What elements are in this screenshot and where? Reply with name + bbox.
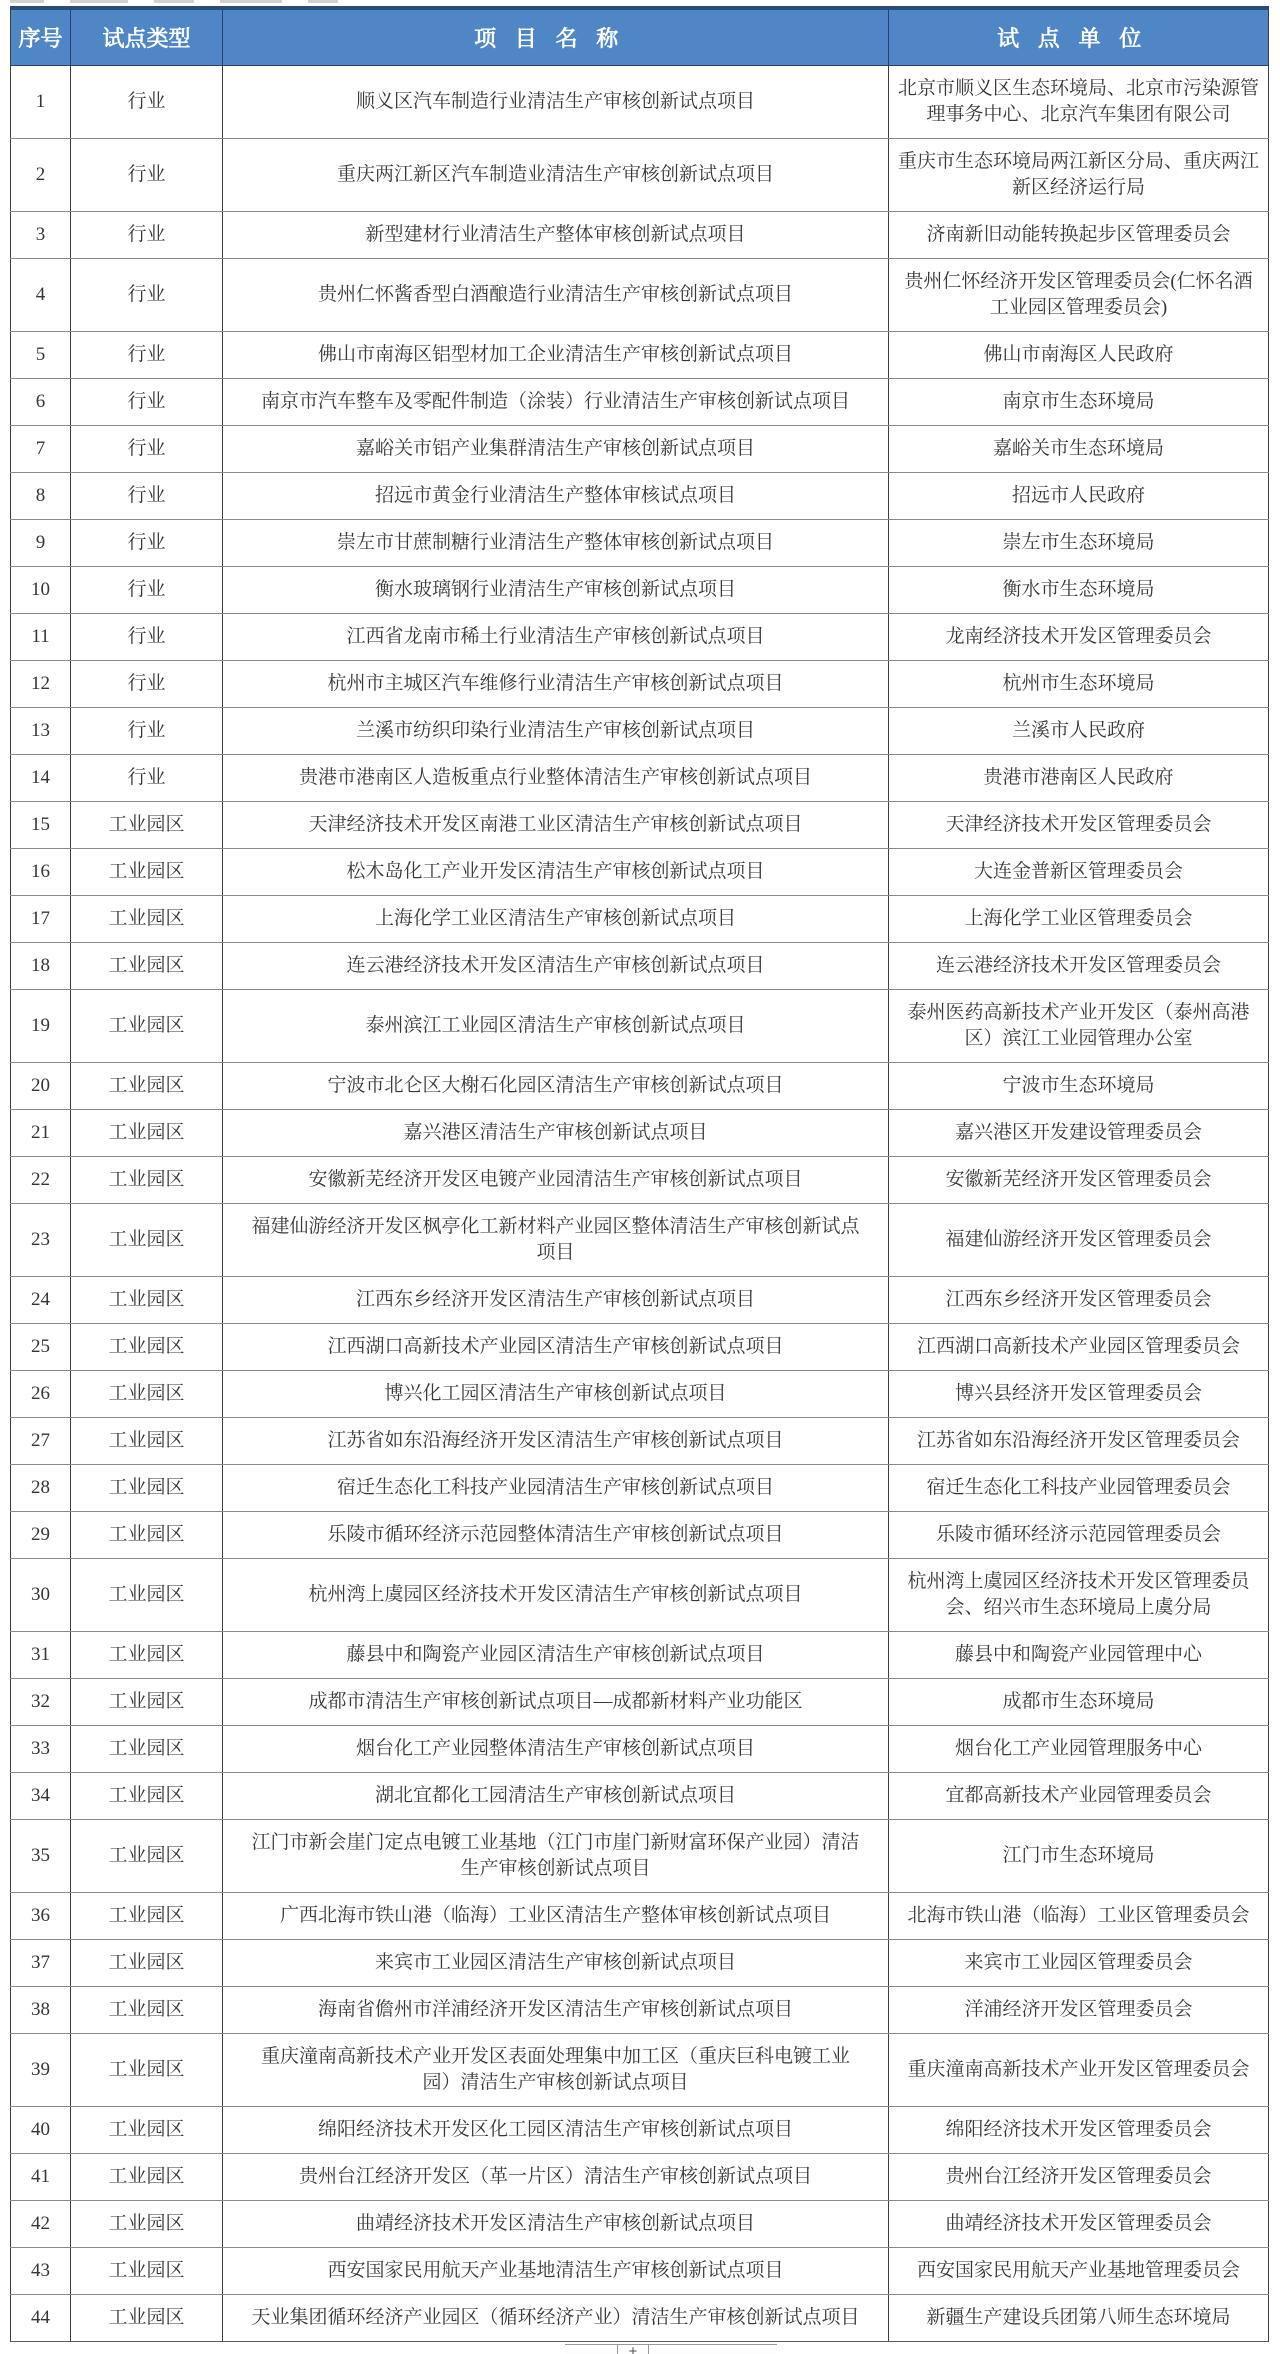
table-row: [11, 139, 1269, 212]
table-row: [11, 1157, 1269, 1204]
table-row: [11, 708, 1269, 755]
row-name-cell: 来宾市工业园区清洁生产审核创新试点项目: [223, 1940, 889, 1987]
row-type-cell: 行业: [71, 212, 223, 259]
row-unit-cell: 泰州医药高新技术产业开发区（泰州高港区）滨江工业园管理办公室: [889, 990, 1269, 1063]
row-unit-cell: 成都市生态环境局: [889, 1679, 1269, 1726]
table-row: [11, 1632, 1269, 1679]
table-body: [11, 66, 1269, 2342]
table-row: [11, 2201, 1269, 2248]
row-type-cell: 行业: [71, 66, 223, 139]
row-name-cell: 杭州市主城区汽车维修行业清洁生产审核创新试点项目: [223, 661, 889, 708]
table-row: [11, 1940, 1269, 1987]
row-type-cell: 工业园区: [71, 2107, 223, 2154]
row-index-cell: 36: [11, 1893, 71, 1940]
row-unit-cell: 招远市人民政府: [889, 473, 1269, 520]
row-type-cell: 行业: [71, 661, 223, 708]
table-row: [11, 2107, 1269, 2154]
row-name-cell: 南京市汽车整车及零配件制造（涂装）行业清洁生产审核创新试点项目: [223, 379, 889, 426]
row-index-cell: 11: [11, 614, 71, 661]
row-name-cell: 宿迁生态化工科技产业园清洁生产审核创新试点项目: [223, 1465, 889, 1512]
row-unit-cell: 重庆市生态环境局两江新区分局、重庆两江新区经济运行局: [889, 139, 1269, 212]
table-row: [11, 661, 1269, 708]
row-type-cell: 工业园区: [71, 2201, 223, 2248]
row-index-cell: 15: [11, 802, 71, 849]
row-index-cell: 3: [11, 212, 71, 259]
table-row: [11, 259, 1269, 332]
row-name-cell: 连云港经济技术开发区清洁生产审核创新试点项目: [223, 943, 889, 990]
row-name-cell: 松木岛化工产业开发区清洁生产审核创新试点项目: [223, 849, 889, 896]
row-index-cell: 32: [11, 1679, 71, 1726]
row-type-cell: 行业: [71, 259, 223, 332]
table-row: [11, 1773, 1269, 1820]
row-type-cell: 行业: [71, 473, 223, 520]
row-name-cell: 衡水玻璃钢行业清洁生产审核创新试点项目: [223, 567, 889, 614]
row-unit-cell: 曲靖经济技术开发区管理委员会: [889, 2201, 1269, 2248]
table-row: [11, 1110, 1269, 1157]
row-type-cell: 工业园区: [71, 896, 223, 943]
row-unit-cell: 天津经济技术开发区管理委员会: [889, 802, 1269, 849]
row-unit-cell: 贵港市港南区人民政府: [889, 755, 1269, 802]
table-row: [11, 1465, 1269, 1512]
row-name-cell: 天津经济技术开发区南港工业区清洁生产审核创新试点项目: [223, 802, 889, 849]
row-name-cell: 嘉兴港区清洁生产审核创新试点项目: [223, 1110, 889, 1157]
row-unit-cell: 北京市顺义区生态环境局、北京市污染源管理事务中心、北京汽车集团有限公司: [889, 66, 1269, 139]
row-name-cell: 新型建材行业清洁生产整体审核创新试点项目: [223, 212, 889, 259]
row-name-cell: 重庆潼南高新技术产业开发区表面处理集中加工区（重庆巨科电镀工业园）清洁生产审核创新试点项目: [223, 2034, 889, 2107]
row-unit-cell: 龙南经济技术开发区管理委员会: [889, 614, 1269, 661]
row-type-cell: 工业园区: [71, 1987, 223, 2034]
row-unit-cell: 杭州市生态环境局: [889, 661, 1269, 708]
row-index-cell: 43: [11, 2248, 71, 2295]
header-index: 序号: [11, 8, 71, 66]
table-row: [11, 567, 1269, 614]
row-unit-cell: 安徽新芜经济开发区管理委员会: [889, 1157, 1269, 1204]
row-index-cell: 24: [11, 1277, 71, 1324]
row-index-cell: 37: [11, 1940, 71, 1987]
row-unit-cell: 连云港经济技术开发区管理委员会: [889, 943, 1269, 990]
row-type-cell: 行业: [71, 567, 223, 614]
table-row: [11, 1418, 1269, 1465]
table-row: [11, 802, 1269, 849]
row-name-cell: 江门市新会崖门定点电镀工业基地（江门市崖门新财富环保产业园）清洁生产审核创新试点项目: [223, 1820, 889, 1893]
pilot-projects-table: [10, 6, 1269, 2342]
row-index-cell: 25: [11, 1324, 71, 1371]
header-type: 试点类型: [71, 8, 223, 66]
row-unit-cell: 福建仙游经济开发区管理委员会: [889, 1204, 1269, 1277]
row-type-cell: 工业园区: [71, 1110, 223, 1157]
row-type-cell: 工业园区: [71, 1371, 223, 1418]
table-row: [11, 2154, 1269, 2201]
row-name-cell: 贵州仁怀酱香型白酒酿造行业清洁生产审核创新试点项目: [223, 259, 889, 332]
table-row: [11, 1063, 1269, 1110]
row-type-cell: 工业园区: [71, 2154, 223, 2201]
row-unit-cell: 博兴县经济开发区管理委员会: [889, 1371, 1269, 1418]
row-type-cell: 工业园区: [71, 1277, 223, 1324]
row-name-cell: 烟台化工产业园整体清洁生产审核创新试点项目: [223, 1726, 889, 1773]
table-row: [11, 1277, 1269, 1324]
row-type-cell: 工业园区: [71, 802, 223, 849]
row-name-cell: 江西湖口高新技术产业园区清洁生产审核创新试点项目: [223, 1324, 889, 1371]
row-unit-cell: 重庆潼南高新技术产业开发区管理委员会: [889, 2034, 1269, 2107]
table-row: [11, 426, 1269, 473]
row-unit-cell: 来宾市工业园区管理委员会: [889, 1940, 1269, 1987]
row-index-cell: 29: [11, 1512, 71, 1559]
plus-button[interactable]: +: [617, 2345, 649, 2354]
row-name-cell: 湖北宜都化工园清洁生产审核创新试点项目: [223, 1773, 889, 1820]
row-type-cell: 工业园区: [71, 943, 223, 990]
row-name-cell: 曲靖经济技术开发区清洁生产审核创新试点项目: [223, 2201, 889, 2248]
table-row: [11, 990, 1269, 1063]
row-unit-cell: 北海市铁山港（临海）工业区管理委员会: [889, 1893, 1269, 1940]
table-row: [11, 2295, 1269, 2342]
table-row: [11, 1324, 1269, 1371]
row-name-cell: 藤县中和陶瓷产业园区清洁生产审核创新试点项目: [223, 1632, 889, 1679]
row-unit-cell: 宁波市生态环境局: [889, 1063, 1269, 1110]
row-name-cell: 嘉峪关市铝产业集群清洁生产审核创新试点项目: [223, 426, 889, 473]
row-unit-cell: 江西东乡经济开发区管理委员会: [889, 1277, 1269, 1324]
row-unit-cell: 衡水市生态环境局: [889, 567, 1269, 614]
row-unit-cell: 贵州台江经济开发区管理委员会: [889, 2154, 1269, 2201]
header-project-name: 项目名称: [223, 8, 889, 66]
table-row: [11, 1512, 1269, 1559]
row-unit-cell: 嘉兴港区开发建设管理委员会: [889, 1110, 1269, 1157]
row-unit-cell: 宜都高新技术产业园管理委员会: [889, 1773, 1269, 1820]
row-type-cell: 工业园区: [71, 1679, 223, 1726]
row-index-cell: 41: [11, 2154, 71, 2201]
table-row: [11, 755, 1269, 802]
row-unit-cell: 乐陵市循环经济示范园管理委员会: [889, 1512, 1269, 1559]
row-type-cell: 行业: [71, 520, 223, 567]
row-unit-cell: 佛山市南海区人民政府: [889, 332, 1269, 379]
row-index-cell: 27: [11, 1418, 71, 1465]
row-type-cell: 工业园区: [71, 1559, 223, 1632]
row-type-cell: 行业: [71, 379, 223, 426]
row-unit-cell: 贵州仁怀经济开发区管理委员会(仁怀名酒工业园区管理委员会): [889, 259, 1269, 332]
row-index-cell: 8: [11, 473, 71, 520]
table-row: [11, 896, 1269, 943]
row-index-cell: 18: [11, 943, 71, 990]
row-index-cell: 38: [11, 1987, 71, 2034]
row-unit-cell: 济南新旧动能转换起步区管理委员会: [889, 212, 1269, 259]
row-unit-cell: 烟台化工产业园管理服务中心: [889, 1726, 1269, 1773]
row-name-cell: 重庆两江新区汽车制造业清洁生产审核创新试点项目: [223, 139, 889, 212]
row-index-cell: 33: [11, 1726, 71, 1773]
row-index-cell: 22: [11, 1157, 71, 1204]
row-index-cell: 9: [11, 520, 71, 567]
row-type-cell: 工业园区: [71, 2295, 223, 2342]
row-type-cell: 工业园区: [71, 990, 223, 1063]
table-row: [11, 1559, 1269, 1632]
table-row: [11, 943, 1269, 990]
row-name-cell: 宁波市北仑区大榭石化园区清洁生产审核创新试点项目: [223, 1063, 889, 1110]
row-index-cell: 34: [11, 1773, 71, 1820]
row-index-cell: 42: [11, 2201, 71, 2248]
row-type-cell: 工业园区: [71, 1820, 223, 1893]
row-name-cell: 成都市清洁生产审核创新试点项目—成都新材料产业功能区: [223, 1679, 889, 1726]
row-unit-cell: 江门市生态环境局: [889, 1820, 1269, 1893]
row-name-cell: 上海化学工业区清洁生产审核创新试点项目: [223, 896, 889, 943]
header-pilot-unit: 试点单位: [889, 8, 1269, 66]
row-name-cell: 江西东乡经济开发区清洁生产审核创新试点项目: [223, 1277, 889, 1324]
table-row: [11, 379, 1269, 426]
row-type-cell: 行业: [71, 708, 223, 755]
row-name-cell: 福建仙游经济开发区枫亭化工新材料产业园区整体清洁生产审核创新试点项目: [223, 1204, 889, 1277]
row-type-cell: 行业: [71, 139, 223, 212]
table-row: [11, 520, 1269, 567]
row-name-cell: 广西北海市铁山港（临海）工业区清洁生产整体审核创新试点项目: [223, 1893, 889, 1940]
table-row: [11, 1893, 1269, 1940]
row-index-cell: 1: [11, 66, 71, 139]
row-name-cell: 泰州滨江工业园区清洁生产审核创新试点项目: [223, 990, 889, 1063]
row-type-cell: 工业园区: [71, 1324, 223, 1371]
row-index-cell: 13: [11, 708, 71, 755]
row-type-cell: 工业园区: [71, 1726, 223, 1773]
table-row: [11, 1987, 1269, 2034]
row-name-cell: 天业集团循环经济产业园区（循环经济产业）清洁生产审核创新试点项目: [223, 2295, 889, 2342]
row-name-cell: 博兴化工园区清洁生产审核创新试点项目: [223, 1371, 889, 1418]
row-unit-cell: 洋浦经济开发区管理委员会: [889, 1987, 1269, 2034]
row-name-cell: 贵港市港南区人造板重点行业整体清洁生产审核创新试点项目: [223, 755, 889, 802]
row-type-cell: 工业园区: [71, 1773, 223, 1820]
row-index-cell: 40: [11, 2107, 71, 2154]
table-row: [11, 1204, 1269, 1277]
row-type-cell: 工业园区: [71, 1204, 223, 1277]
row-type-cell: 行业: [71, 755, 223, 802]
table-row: [11, 1726, 1269, 1773]
row-index-cell: 5: [11, 332, 71, 379]
row-name-cell: 安徽新芜经济开发区电镀产业园清洁生产审核创新试点项目: [223, 1157, 889, 1204]
row-name-cell: 乐陵市循环经济示范园整体清洁生产审核创新试点项目: [223, 1512, 889, 1559]
table-row: [11, 212, 1269, 259]
table-row: [11, 473, 1269, 520]
row-unit-cell: 宿迁生态化工科技产业园管理委员会: [889, 1465, 1269, 1512]
row-type-cell: 工业园区: [71, 1632, 223, 1679]
table-row: [11, 849, 1269, 896]
table-row: [11, 1820, 1269, 1893]
row-type-cell: 工业园区: [71, 2248, 223, 2295]
row-index-cell: 35: [11, 1820, 71, 1893]
row-type-cell: 工业园区: [71, 2034, 223, 2107]
row-index-cell: 26: [11, 1371, 71, 1418]
header-row: [11, 8, 1269, 66]
row-type-cell: 工业园区: [71, 1465, 223, 1512]
row-index-cell: 7: [11, 426, 71, 473]
row-name-cell: 贵州台江经济开发区（革一片区）清洁生产审核创新试点项目: [223, 2154, 889, 2201]
row-unit-cell: 崇左市生态环境局: [889, 520, 1269, 567]
row-unit-cell: 杭州湾上虞园区经济技术开发区管理委员会、绍兴市生态环境局上虞分局: [889, 1559, 1269, 1632]
row-type-cell: 工业园区: [71, 849, 223, 896]
row-name-cell: 绵阳经济技术开发区化工园区清洁生产审核创新试点项目: [223, 2107, 889, 2154]
row-name-cell: 佛山市南海区铝型材加工企业清洁生产审核创新试点项目: [223, 332, 889, 379]
row-index-cell: 4: [11, 259, 71, 332]
row-type-cell: 工业园区: [71, 1418, 223, 1465]
row-index-cell: 14: [11, 755, 71, 802]
row-type-cell: 行业: [71, 332, 223, 379]
row-unit-cell: 新疆生产建设兵团第八师生态环境局: [889, 2295, 1269, 2342]
row-type-cell: 行业: [71, 426, 223, 473]
row-name-cell: 海南省儋州市洋浦经济开发区清洁生产审核创新试点项目: [223, 1987, 889, 2034]
row-unit-cell: 江西湖口高新技术产业园区管理委员会: [889, 1324, 1269, 1371]
row-unit-cell: 藤县中和陶瓷产业园管理中心: [889, 1632, 1269, 1679]
row-type-cell: 工业园区: [71, 1512, 223, 1559]
row-type-cell: 工业园区: [71, 1157, 223, 1204]
table-row: [11, 332, 1269, 379]
table-row: [11, 1679, 1269, 1726]
row-name-cell: 江苏省如东沿海经济开发区清洁生产审核创新试点项目: [223, 1418, 889, 1465]
row-name-cell: 江西省龙南市稀土行业清洁生产审核创新试点项目: [223, 614, 889, 661]
row-type-cell: 工业园区: [71, 1893, 223, 1940]
row-name-cell: 兰溪市纺织印染行业清洁生产审核创新试点项目: [223, 708, 889, 755]
row-index-cell: 17: [11, 896, 71, 943]
row-name-cell: 西安国家民用航天产业基地清洁生产审核创新试点项目: [223, 2248, 889, 2295]
row-unit-cell: 江苏省如东沿海经济开发区管理委员会: [889, 1418, 1269, 1465]
row-name-cell: 杭州湾上虞园区经济技术开发区清洁生产审核创新试点项目: [223, 1559, 889, 1632]
table-row: [11, 66, 1269, 139]
row-unit-cell: 兰溪市人民政府: [889, 708, 1269, 755]
table-header: [11, 8, 1269, 66]
row-type-cell: 行业: [71, 614, 223, 661]
row-index-cell: 30: [11, 1559, 71, 1632]
row-index-cell: 31: [11, 1632, 71, 1679]
table-row: [11, 2034, 1269, 2107]
row-index-cell: 23: [11, 1204, 71, 1277]
row-index-cell: 12: [11, 661, 71, 708]
row-index-cell: 19: [11, 990, 71, 1063]
row-name-cell: 顺义区汽车制造行业清洁生产审核创新试点项目: [223, 66, 889, 139]
row-index-cell: 44: [11, 2295, 71, 2342]
row-unit-cell: 大连金普新区管理委员会: [889, 849, 1269, 896]
table-row: [11, 1371, 1269, 1418]
row-name-cell: 崇左市甘蔗制糖行业清洁生产整体审核创新试点项目: [223, 520, 889, 567]
row-unit-cell: 嘉峪关市生态环境局: [889, 426, 1269, 473]
row-index-cell: 6: [11, 379, 71, 426]
row-unit-cell: 绵阳经济技术开发区管理委员会: [889, 2107, 1269, 2154]
row-index-cell: 39: [11, 2034, 71, 2107]
row-type-cell: 工业园区: [71, 1940, 223, 1987]
row-unit-cell: 南京市生态环境局: [889, 379, 1269, 426]
row-index-cell: 20: [11, 1063, 71, 1110]
table-row: [11, 2248, 1269, 2295]
row-unit-cell: 上海化学工业区管理委员会: [889, 896, 1269, 943]
table-row: [11, 614, 1269, 661]
row-type-cell: 工业园区: [71, 1063, 223, 1110]
row-index-cell: 10: [11, 567, 71, 614]
row-index-cell: 16: [11, 849, 71, 896]
row-index-cell: 28: [11, 1465, 71, 1512]
row-unit-cell: 西安国家民用航天产业基地管理委员会: [889, 2248, 1269, 2295]
row-index-cell: 2: [11, 139, 71, 212]
cropped-content-remnant: [10, 0, 440, 4]
row-index-cell: 21: [11, 1110, 71, 1157]
row-name-cell: 招远市黄金行业清洁生产整体审核试点项目: [223, 473, 889, 520]
